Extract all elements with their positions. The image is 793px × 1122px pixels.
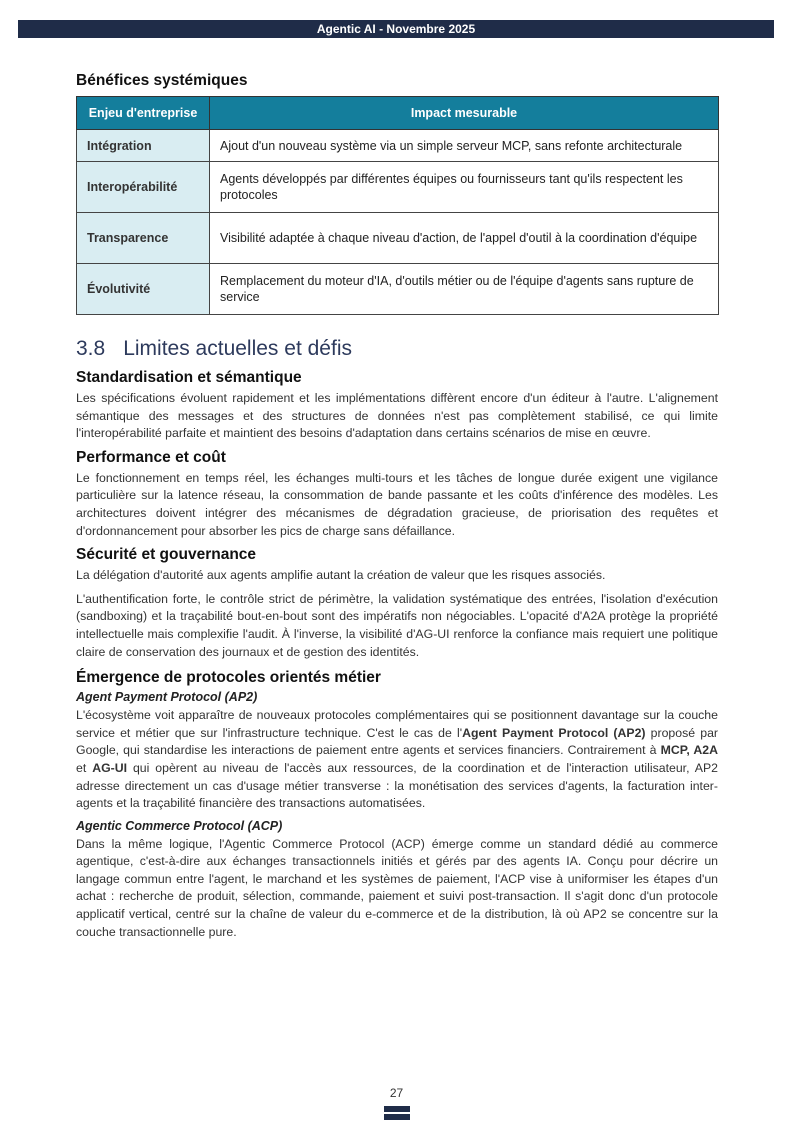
section-heading bbox=[76, 337, 718, 361]
ap2-heading: Agent Payment Protocol (AP2) bbox=[76, 690, 258, 705]
performance-heading: Performance et coût bbox=[76, 448, 226, 466]
page-content bbox=[76, 72, 718, 947]
row-value: Ajout d'un nouveau système via un simple serveur MCP, sans refonte architecturale bbox=[210, 130, 719, 162]
security-text-body: L'authentification forte, le contrôle strict de périmètre, la validation systématique des entrées, l'isolation d'exécution (sandboxing) et la traçabilité bout-en-bout sont des impératifs non négociables. L'opacité d'A2A protège la propriété intellectuelle mais complexifie l'audit. À l'inverse, la visibilité d'AG-UI renforce la confiance mais requiert une politique claire de conservation des journaux et de gestion des identités. bbox=[76, 591, 718, 659]
standardisation-text: Les spécifications évoluent rapidement et les implémentations diffèrent encore d'un éditeur à l'autre. L'alignement sémantique des messages et des structures de données n'est pas complètement stabilisé, ce qui limite l'interopérabilité parfaite et maintient des besoins d'adaptation dans certains scénarios de mise en œuvre. bbox=[76, 391, 718, 441]
row-key: Transparence bbox=[77, 213, 210, 264]
row-value: Visibilité adaptée à chaque niveau d'action, de l'appel d'outil à la coordination d'équipe bbox=[210, 213, 719, 264]
row-value: Agents développés par différentes équipes ou fournisseurs tant qu'ils respectent les protocoles bbox=[210, 162, 719, 213]
acp-heading: Agentic Commerce Protocol (ACP) bbox=[76, 818, 283, 833]
benefits-title: Bénéfices systémiques bbox=[76, 72, 248, 89]
footer-mark bbox=[384, 1106, 410, 1122]
page-number: 27 bbox=[389, 1086, 404, 1100]
performance-text: Le fonctionnement en temps réel, les échanges multi-tours et les tâches de longue durée exigent une vigilance particulière sur la latence réseau, la consommation de bande passante et les coûts d'inférence des modèles. Les architectures doivent intégrer des mécanismes de dégradation gracieuse, de priorisation des requêtes et d'ordonnancement pour absorber les pics de charge sans défaillance. bbox=[76, 470, 718, 538]
column-header-impact: Impact mesurable bbox=[210, 97, 719, 130]
security-text-intro: La délégation d'autorité aux agents amplifie autant la création de valeur que les risques associés. bbox=[76, 568, 606, 583]
emergence-heading: Émergence de protocoles orientés métier bbox=[76, 669, 381, 687]
table-header-row bbox=[77, 97, 719, 130]
row-key: Intégration bbox=[77, 130, 210, 162]
row-value: Remplacement du moteur d'IA, d'outils métier ou de l'équipe d'agents sans rupture de service bbox=[210, 264, 719, 315]
ap2-text: L'écosystème voit apparaître de nouveaux protocoles complémentaires qui se positionnent davantage sur la couche service et métier que sur l'infrastructure technique. C'est le cas de l'Agent Payment Protocol (AP2) proposé par Google, qui standardise les interactions de paiement entre agents et services financiers. Contrairement à MCP, A2A et AG-UI qui opèrent au niveau de l'accès aux ressources, de la coordination et de l'interaction utilisateur, AP2 adresse directement un cas d'usage métier transverse : la monétisation des services d'agents, la facturation inter-agents et la traçabilité financière des transactions automatisées. bbox=[76, 708, 718, 811]
benefits-table bbox=[76, 96, 719, 315]
running-header: Agentic AI - Novembre 2025 bbox=[18, 20, 774, 38]
table-row bbox=[77, 130, 719, 162]
security-heading: Sécurité et gouvernance bbox=[76, 546, 257, 564]
row-key: Évolutivité bbox=[77, 264, 210, 315]
row-key: Interopérabilité bbox=[77, 162, 210, 213]
table-row bbox=[77, 213, 719, 264]
acp-text: Dans la même logique, l'Agentic Commerce Protocol (ACP) émerge comme un standard dédié au commerce agentique, c'est-à-dire aux échanges transactionnels initiés et gérés par des agents IA. Conçu pour décrire un langage commun entre l'agent, le marchand et les systèmes de paiement, l'ACP vise à uniformiser les étapes d'un achat : recherche de produit, sélection, commande, paiement et suivi post-transaction. Il s'agit donc d'un protocole applicatif vertical, centré sur la chaîne de valeur du e-commerce et de la distribution, là où AP2 se concentre sur la couche transactionnelle pure. bbox=[76, 836, 718, 939]
standardisation-heading: Standardisation et sémantique bbox=[76, 369, 302, 386]
section-number: 3.8 bbox=[76, 337, 106, 360]
table-row bbox=[77, 264, 719, 315]
column-header-enjeu: Enjeu d'entreprise bbox=[77, 97, 210, 130]
section-title: Limites actuelles et défis bbox=[123, 337, 352, 360]
table-row bbox=[77, 162, 719, 213]
